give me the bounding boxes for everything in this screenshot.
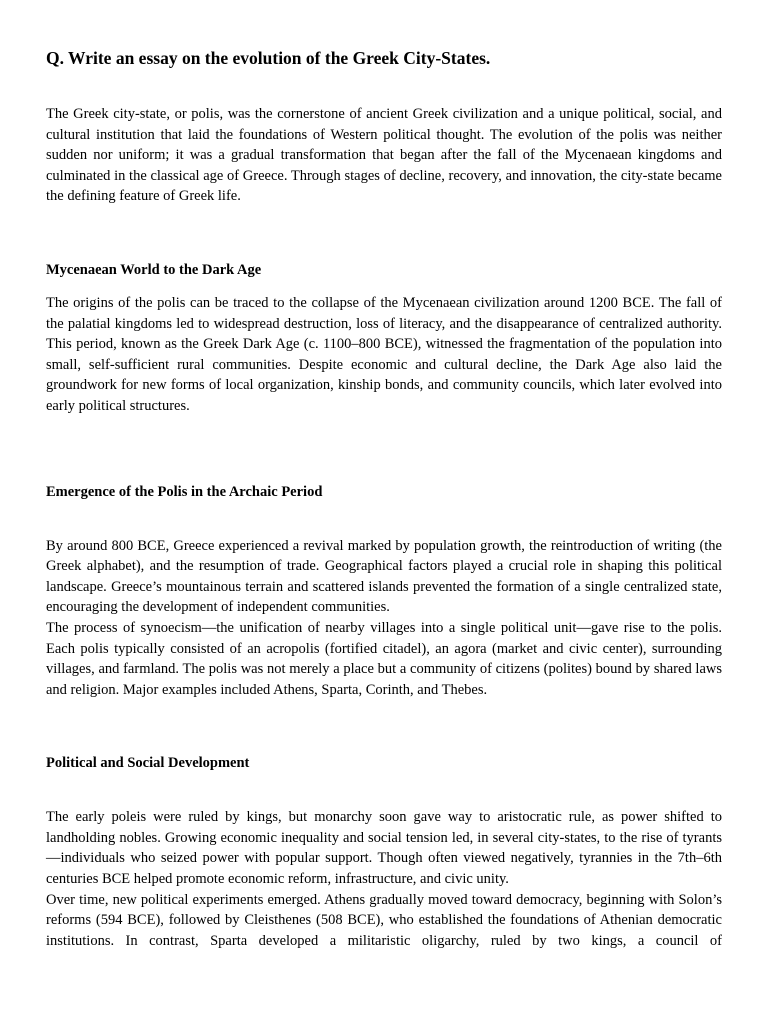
section-heading-mycenaean: Mycenaean World to the Dark Age: [46, 261, 262, 278]
section-body-political-social: [46, 807, 722, 951]
section-body-political-social-part2: Over time, new political experiments emerged. Athens gradually moved toward democracy, beginning with Solon’s reforms (594 BCE), followed by Cleisthenes (508 BCE), who established the foundations of Athenian democratic institutions. In contrast, Sparta developed a militaristic oligarchy, ruled by two kings, a council of: [46, 891, 722, 949]
section-body-archaic-polis-part1: By around 800 BCE, Greece experienced a revival marked by population growth, the reintroduction of writing (the Greek alphabet), and the resumption of trade. Geographical factors played a crucial role in shaping this political landscape. Greece’s mountainous terrain and scattered islands prevented the formation of a single centralized state, encouraging the development of independent communities.: [46, 537, 722, 616]
section-heading-political-social: Political and Social Development: [46, 755, 250, 772]
section-heading-archaic-polis: Emergence of the Polis in the Archaic Period: [46, 483, 323, 500]
intro-paragraph: The Greek city-state, or polis, was the cornerstone of ancient Greek civilization and a unique political, social, and cultural institution that laid the foundations of Western political thought. The evolution of the polis was neither sudden nor uniform; it was a gradual transformation that began after the fall of the Mycenaean kingdoms and culminated in the classical age of Greece. Through stages of decline, recovery, and innovation, the city-state became the defining feature of Greek life.: [46, 106, 722, 205]
section-body-political-social-part1: The early poleis were ruled by kings, but monarchy soon gave way to aristocratic rule, as power shifted to landholding nobles. Growing economic inequality and social tension led, in several city-states, to the rise of tyrants—individuals who seized power with popular support. Though often viewed negatively, tyrannies in the 7th–6th centuries BCE helped promote economic reform, infrastructure, and civic unity.: [46, 809, 722, 888]
section-body-archaic-polis-part2: The process of synoecism—the unification of nearby villages into a single political unit—gave rise to the polis. Each polis typically consisted of an acropolis (fortified citadel), an agora (market and civic center), surrounding villages, and farmland. The polis was not merely a place but a community of citizens (polites) bound by shared laws and religion. Major examples included Athens, Sparta, Corinth, and Thebes.: [46, 619, 722, 698]
section-body-mycenaean: The origins of the polis can be traced to the collapse of the Mycenaean civilization around 1200 BCE. The fall of the palatial kingdoms led to widespread destruction, loss of literacy, and the disappearance of centralized authority. This period, known as the Greek Dark Age (c. 1100–800 BCE), witnessed the fragmentation of the population into small, self-sufficient rural communities. Despite economic and cultural decline, the Dark Age also laid the groundwork for new forms of local organization, kinship bonds, and community councils, which later evolved into early political structures.: [46, 294, 722, 414]
section-body-archaic-polis: [46, 536, 722, 701]
essay-question-title: Q. Write an essay on the evolution of the Greek City-States.: [46, 48, 491, 68]
